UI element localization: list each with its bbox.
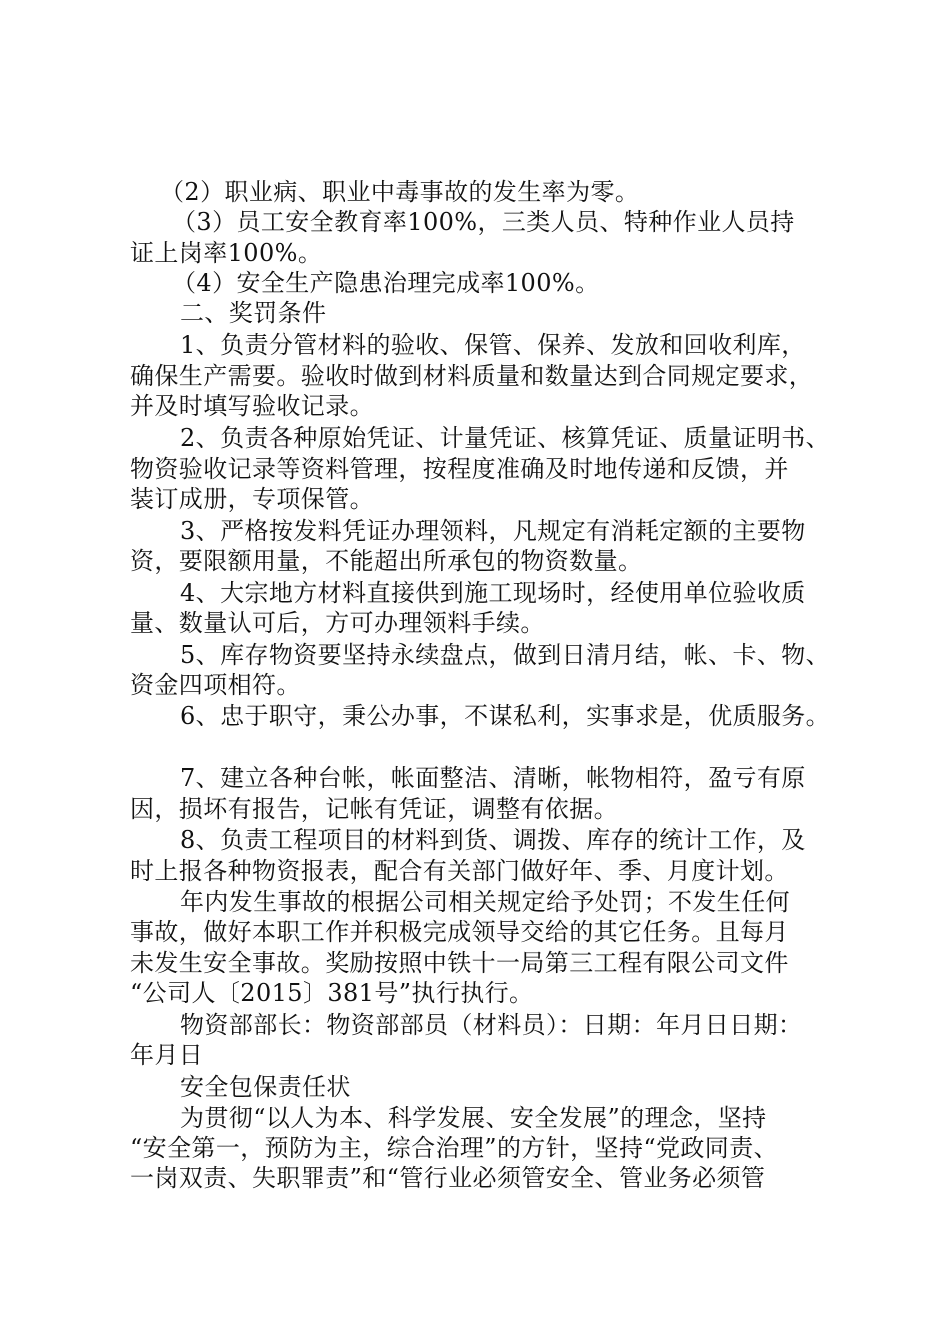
section-heading: 二、奖罚条件: [180, 299, 327, 327]
text-line: 7、建立各种台帐，帐面整洁、清晰，帐物相符，盈亏有原: [180, 764, 806, 792]
text-line: 事故，做好本职工作并积极完成领导交给的其它任务。且每月: [130, 918, 789, 946]
text-line: 未发生安全事故。奖励按照中铁十一局第三工程有限公司文件: [130, 949, 789, 977]
text-line: 5、库存物资要坚持永续盘点，做到日清月结，帐、卡、物、: [180, 641, 831, 669]
text-line: 确保生产需要。验收时做到材料质量和数量达到合同规定要求，: [130, 362, 814, 390]
text-line: 4、大宗地方材料直接供到施工现场时，经使用单位验收质: [180, 579, 806, 607]
text-line: “安全第一，预防为主，综合治理”的方针，坚持“党政同责、: [130, 1134, 779, 1162]
text-line: 资，要限额用量，不能超出所承包的物资数量。: [130, 547, 643, 575]
section-heading: 安全包保责任状: [180, 1073, 351, 1101]
text-line: 8、负责工程项目的材料到货、调拨、库存的统计工作，及: [180, 826, 806, 854]
text-line: 资金四项相符。: [130, 671, 301, 699]
text-line: 2、负责各种原始凭证、计量凭证、核算凭证、质量证明书、: [180, 424, 831, 452]
text-line: “公司人〔2015〕381号”执行执行。: [130, 979, 534, 1007]
text-line: 并及时填写验收记录。: [130, 392, 374, 420]
text-line: 时上报各种物资报表，配合有关部门做好年、季、月度计划。: [130, 857, 789, 885]
text-line: 1、负责分管材料的验收、保管、保养、发放和回收利库，: [180, 331, 806, 359]
text-line: 3、严格按发料凭证办理领料，凡规定有消耗定额的主要物: [180, 517, 806, 545]
signature-line: 年月日: [130, 1041, 204, 1069]
text-line: 为贯彻“以人为本、科学发展、安全发展”的理念，坚持: [180, 1104, 767, 1132]
text-line: （4）安全生产隐患治理完成率100%。: [172, 269, 600, 297]
text-line: 装订成册，专项保管。: [130, 485, 374, 513]
text-line: 年内发生事故的根据公司相关规定给予处罚；不发生任何: [180, 888, 790, 916]
text-line: （3）员工安全教育率100%，三类人员、特种作业人员持: [172, 208, 795, 236]
text-line: 量、数量认可后，方可办理领料手续。: [130, 609, 545, 637]
text-line: （2）职业病、职业中毒事故的发生率为零。: [160, 178, 640, 206]
text-line: 6、忠于职守，秉公办事，不谋私利，实事求是，优质服务。: [180, 702, 831, 730]
text-line: 物资验收记录等资料管理，按程度准确及时地传递和反馈，并: [130, 455, 789, 483]
signature-line: 物资部部长：物资部部员（材料员）：日期：年月日日期：: [180, 1011, 803, 1039]
text-line: 证上岗率100%。: [130, 239, 323, 267]
text-line: 一岗双责、失职罪责”和“管行业必须管安全、管业务必须管: [130, 1164, 766, 1192]
text-line: 因，损坏有报告，记帐有凭证，调整有依据。: [130, 795, 618, 823]
